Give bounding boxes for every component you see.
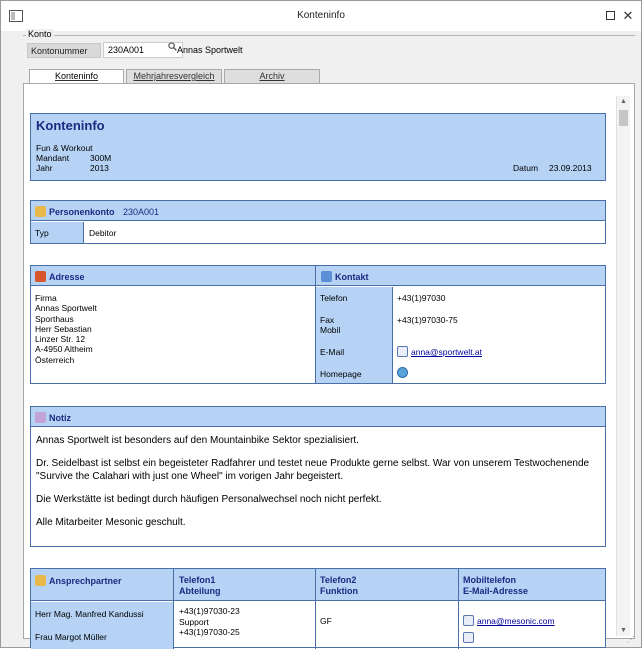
notiz-paragraph: Die Werkstätte ist bedingt durch häufigen Personalwechsel noch nicht perfekt.	[36, 494, 382, 505]
search-icon[interactable]	[168, 42, 177, 54]
scroll-down-icon[interactable]: ▼	[620, 627, 627, 634]
typ-value: Debitor	[89, 228, 117, 238]
adresse-kontakt-header	[31, 266, 605, 286]
jahr-value: 2013	[90, 163, 109, 173]
col2-header-line1: Telefon2	[320, 575, 357, 585]
notiz-paragraph: Alle Mitarbeiter Mesonic geschult.	[36, 517, 186, 528]
note-icon	[35, 412, 46, 423]
tab-archiv[interactable]: Archiv	[224, 69, 320, 83]
contact-tel1-value: +43(1)97030-25	[179, 627, 240, 637]
contact-email	[463, 632, 477, 643]
col3-header-line1: Mobiltelefon	[463, 575, 516, 585]
homepage-link[interactable]	[397, 367, 411, 378]
contact-funktion: GF	[320, 616, 332, 626]
adresse-kontakt-box	[30, 265, 606, 384]
divider	[315, 569, 316, 649]
scrollbar-thumb[interactable]	[619, 110, 628, 126]
email-link[interactable]: anna@sportwelt.at	[411, 347, 483, 357]
ansprechpartner-header-cell	[35, 575, 122, 586]
contact-tel1	[179, 606, 240, 638]
ansprechpartner-header	[31, 569, 605, 601]
adresse-title: Adresse	[49, 272, 85, 282]
adresse-lines	[35, 293, 97, 365]
maximize-icon	[606, 11, 615, 20]
adresse-line: Sporthaus	[35, 313, 74, 324]
report-document	[30, 96, 616, 642]
person-icon	[35, 206, 46, 217]
telefon-label: Telefon	[320, 293, 348, 303]
konto-legend: Konto	[28, 29, 52, 39]
jahr-label: Jahr	[36, 163, 53, 173]
personenkonto-box	[30, 200, 606, 244]
contact-email-link[interactable]: anna@mesonic.com	[477, 616, 555, 626]
adresse-line: Annas Sportwelt	[35, 303, 97, 314]
ansprechpartner-title: Ansprechpartner	[49, 576, 122, 586]
email-icon	[397, 346, 408, 357]
col3-header-line2: E-Mail-Adresse	[463, 586, 529, 596]
col3-header	[463, 575, 528, 597]
title-bar	[1, 1, 641, 31]
datum-label: Datum	[513, 163, 539, 173]
email-entry	[397, 346, 482, 357]
kontonummer-value: 230A001	[108, 45, 145, 55]
divider	[458, 569, 459, 649]
email-icon	[463, 632, 474, 643]
contact-tel1-value: +43(1)97030-23	[179, 606, 240, 616]
notiz-box	[30, 406, 606, 547]
konteninfo-box	[30, 113, 606, 181]
tab-konteninfo[interactable]: Konteninfo	[29, 69, 124, 84]
mandant-value: 300M	[90, 153, 112, 163]
scroll-up-icon[interactable]: ▲	[620, 98, 627, 105]
col2-header-line2: Funktion	[320, 586, 358, 596]
adresse-header	[35, 271, 85, 282]
homepage-label: Homepage	[320, 369, 362, 379]
close-button[interactable]	[621, 9, 635, 23]
personenkonto-title: Personenkonto	[49, 207, 115, 217]
divider	[83, 222, 84, 243]
mobil-label: Mobil	[320, 325, 341, 335]
contact-abteilung-value: Support	[179, 616, 209, 627]
notiz-header	[31, 407, 605, 427]
kontakt-title: Kontakt	[335, 272, 369, 282]
konteninfo-subtitle: Fun & Workout	[36, 143, 93, 153]
resize-grip-icon[interactable]: ⋰	[627, 635, 635, 644]
adresse-line: Linzer Str. 12	[35, 334, 86, 345]
col1-header-line1: Telefon1	[179, 575, 216, 585]
col1-header	[179, 575, 221, 597]
konteninfo-title: Konteninfo	[36, 118, 105, 133]
adresse-line: Herr Sebastian	[35, 323, 92, 334]
vertical-scrollbar[interactable]	[616, 96, 630, 636]
contact-icon	[321, 271, 332, 282]
contacts-icon	[35, 575, 46, 586]
notiz-text	[36, 434, 596, 539]
col2-header	[320, 575, 358, 597]
contact-name: Frau Margot Müller	[35, 632, 107, 642]
personenkonto-number: 230A001	[123, 207, 160, 217]
adresse-line: A-4950 Altheim	[35, 344, 93, 355]
adresse-line: Firma	[35, 293, 57, 303]
notiz-paragraph: Dr. Seidelbast ist selbst ein begeisteter Radfahrer und testet neue Produkte gerne selbst. War von unserem Testwochenende "Survive the Calahari with just one Wheel" im vorigen Jahr begeistert.	[36, 458, 590, 482]
notiz-paragraph: Annas Sportwelt ist besonders auf den Mountainbike Sektor spezialisiert.	[36, 435, 359, 446]
kontonummer-label: Kontonummer	[27, 43, 101, 58]
col1-header-line2: Abteilung	[179, 586, 221, 596]
notiz-title: Notiz	[49, 413, 71, 423]
divider	[392, 287, 393, 383]
email-label: E-Mail	[320, 347, 345, 357]
telefon-value: +43(1)97030	[397, 293, 446, 303]
fax-value: +43(1)97030-75	[397, 315, 458, 325]
kontakt-header	[321, 271, 369, 282]
konto-group	[23, 29, 635, 69]
fax-label: Fax	[320, 315, 335, 325]
datum-value: 23.09.2013	[549, 163, 592, 173]
adresse-line: Österreich	[35, 354, 75, 365]
tab-content-konteninfo	[23, 83, 635, 642]
address-icon	[35, 271, 46, 282]
typ-label: Typ	[35, 228, 49, 238]
personenkonto-header	[31, 201, 605, 221]
close-icon: ✕	[622, 8, 634, 23]
tab-mehrjahresvergleich[interactable]: Mehrjahresvergleich	[126, 69, 222, 83]
window-title: Konteninfo	[297, 10, 345, 21]
maximize-button[interactable]	[603, 9, 617, 23]
email-icon	[463, 615, 474, 626]
homepage-icon	[397, 367, 408, 378]
contact-name: Herr Mag. Manfred Kandussi	[35, 609, 144, 619]
contact-email	[463, 615, 555, 626]
konto-name: Annas Sportwelt	[177, 45, 243, 55]
divider	[173, 569, 174, 649]
ansprechpartner-box	[30, 568, 606, 648]
mandant-label: Mandant	[36, 153, 70, 163]
